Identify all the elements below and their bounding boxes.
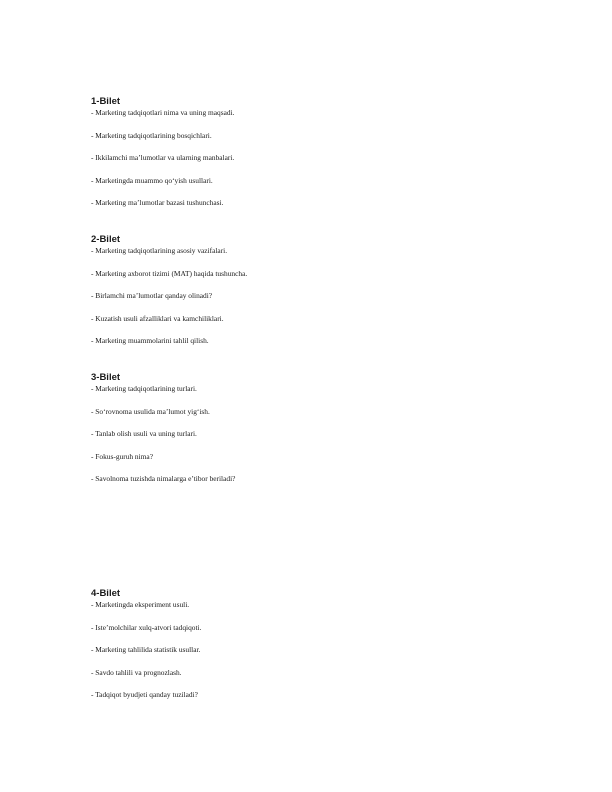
question-item: - Marketing muammolarini tahlil qilish.	[91, 336, 209, 345]
ticket-title: 2-Bilet	[91, 234, 121, 245]
ticket-3	[91, 372, 571, 484]
question-item: - Marketing ma’lumotlar bazasi tushunchasi.	[91, 198, 224, 207]
ticket-2	[91, 234, 571, 346]
question-item: - Iste’molchilar xulq-atvori tadqiqoti.	[91, 622, 202, 632]
question-item: - Birlamchi ma’lumotlar qanday olinadi?	[91, 291, 213, 300]
question-item: - Marketing tadqiqotlarining turlari.	[91, 384, 197, 393]
question-item: - Ikkilamchi ma’lumotlar va ularning manbalari.	[91, 153, 235, 162]
ticket-title: 4-Bilet	[91, 588, 121, 599]
ticket-title: 1-Bilet	[91, 96, 121, 107]
question-item: - Tanlab olish usuli va uning turlari.	[91, 429, 197, 438]
question-item: - So‘rovnoma usulida ma’lumot yig‘ish.	[91, 406, 210, 416]
ticket-title: 3-Bilet	[91, 372, 121, 383]
question-list	[91, 108, 571, 208]
question-item: - Savdo tahlili va prognozlash.	[91, 667, 182, 677]
ticket-4	[91, 588, 571, 700]
question-item: - Marketingda eksperiment usuli.	[91, 600, 190, 609]
question-item: - Marketingda muammo qo‘yish usullari.	[91, 175, 213, 185]
question-item: - Marketing tadqiqotlarining asosiy vazifalari.	[91, 246, 228, 255]
question-item: - Savolnoma tuzishda nimalarga e’tibor beriladi?	[91, 474, 236, 483]
question-item: - Marketing axborot tizimi (MAT) haqida tushuncha.	[91, 268, 248, 278]
question-item: - Tadqiqot byudjeti qanday tuziladi?	[91, 690, 198, 699]
question-item: - Marketing tadqiqotlarining bosqichlari.	[91, 130, 212, 140]
question-item: - Marketing tadqiqotlari nima va uning maqsadi.	[91, 108, 235, 117]
question-list	[91, 384, 571, 484]
question-list	[91, 246, 571, 346]
question-list	[91, 600, 571, 700]
question-item: - Fokus-guruh nima?	[91, 451, 153, 461]
ticket-1	[91, 96, 571, 208]
question-item: - Kuzatish usuli afzalliklari va kamchiliklari.	[91, 313, 224, 323]
question-item: - Marketing tahlilida statistik usullar.	[91, 645, 201, 654]
